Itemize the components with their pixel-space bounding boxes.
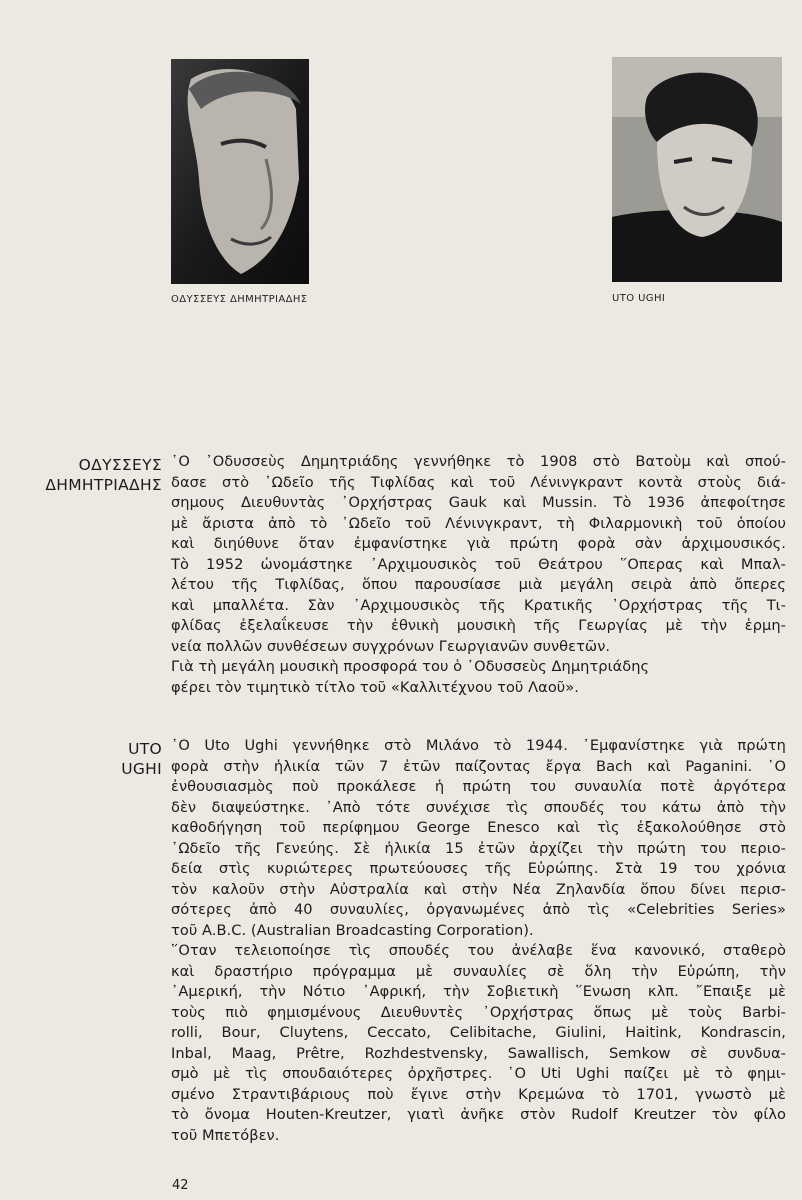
text-line: σημους Διευθυντὰς ᾿Ορχήστρας Gauk καὶ Mussin. Τὸ 1936 ἀπεφοίτησε [171, 494, 786, 511]
bio-name-line: UGHI [121, 760, 162, 778]
text-line: ἐνθουσιασμὸς ποὺ προκάλεσε ἡ πρώτη του συναυλία ποτὲ ἀργότερα [171, 778, 786, 795]
text-line: νεία πολλῶν συνθέσεων συγχρόνων Γεωργιανῶν συνθετῶν. [171, 637, 611, 655]
text-line: σμένο Στραντιβάριους ποὺ ἔγινε στὴν Κρεμώνα τὸ 1701, γνωστὸ μὲ [171, 1085, 786, 1103]
text-line: δασε στὸ ᾿Ωδεῖο τῆς Τιφλίδας καὶ τοῦ Λένινγκραντ κοντὰ στοὺς διά- [171, 473, 786, 491]
text-line: Γιὰ τὴ μεγάλη μουσικὴ προσφορά του ὁ ᾿Οδυσσεὺς Δημητριάδης [171, 658, 650, 675]
text-line: τοῦ Μπετόβεν. [171, 1126, 280, 1144]
portrait-photo-dimitriadis [171, 59, 309, 284]
text-line: ᾿Ωδεῖο τῆς Γενεύης. Σὲ ἡλικία 15 ἐτῶν ἀρχίζει τὴν πρώτη του περιο- [171, 839, 786, 857]
text-line: τὸν καλοῦν στὴν Αὐστραλία καὶ στὴν Νέα Ζηλανδία ὅπου δίνει περισ- [171, 880, 786, 898]
photo-caption-right: UTO UGHI [612, 293, 666, 304]
text-line: ῾Ο ᾿Οδυσσεὺς Δημητριάδης γεννήθηκε τὸ 1908 στὸ Βατοὺμ καὶ σπού- [171, 453, 786, 470]
text-line: ᾿Αμερική, τὴν Νότιο ᾿Αφρική, τὴν Σοβιετικὴ ῞Ενωση κλπ. ῎Επαιξε μὲ [171, 983, 786, 1000]
photo-caption-left: ΟΔΥΣΣΕΥΣ ΔΗΜΗΤΡΙΑΔΗΣ [171, 294, 308, 305]
text-line: τοὺς πιὸ φημισμένους Διευθυντὲς ᾿Ορχήστρας ὅπως μὲ τοὺς Barbi- [171, 1003, 786, 1021]
text-line: φλίδας ἐξελαΐκευσε τὴν ἐθνικὴ μουσικὴ τῆς Γεωργίας μὲ τὴν ἑρμη- [171, 617, 786, 634]
text-line: ῾Ο Uto Ughi γεννήθηκε στὸ Μιλάνο τὸ 1944. ᾿Εμφανίστηκε γιὰ πρώτη [171, 737, 786, 754]
text-line: τοῦ A.B.C. (Australian Broadcasting Corporation). [171, 921, 534, 939]
bio-name [45, 455, 162, 495]
bio-name-line: ΟΔΥΣΣΕΥΣ [78, 456, 162, 474]
bio-text [171, 736, 786, 1146]
text-line: καθοδήγηση τοῦ περίφημου George Enesco καὶ τὶς ἐξακολούθησε στὸ [171, 819, 786, 836]
portrait-photo-ughi [612, 57, 782, 282]
text-line: φορὰ στὴν ἡλικία τῶν 7 ἐτῶν παίζοντας ἔργα Bach καὶ Paganini. ῾Ο [171, 757, 786, 775]
text-line: δὲν διαψεύστηκε. ᾿Απὸ τότε συνέχισε τὶς σπουδές του κάτω ἀπὸ τὴν [171, 798, 786, 816]
text-line: Inbal, Maag, Prêtre, Rozhdestvensky, Sawallisch, Semkow σὲ συνδυα- [171, 1044, 786, 1062]
page-number: 42 [172, 1178, 189, 1193]
text-line: Τὸ 1952 ὠνομάστηκε ᾿Αρχιμουσικὸς τοῦ Θεάτρου ῞Οπερας καὶ Μπαλ- [171, 555, 786, 573]
bio-name-line: ΔΗΜΗΤΡΙΑΔΗΣ [45, 476, 162, 494]
text-line: λέτου τῆς Τιφλίδας, ὅπου παρουσίασε μιὰ μεγάλη σειρὰ ἀπὸ ὄπερες [171, 576, 786, 593]
text-line: σότερες ἀπὸ 40 συναυλίες, ὀργανωμένες ἀπὸ τὶς «Celebrities Series» [171, 901, 786, 918]
bio-name [121, 739, 162, 779]
text-line: καὶ μπαλλέτα. Σὰν ᾿Αρχιμουσικὸς τῆς Κρατικῆς ᾿Ορχήστρας τῆς Τι- [171, 596, 786, 614]
bio-text [171, 452, 786, 698]
text-line: τὸ ὄνομα Houten-Kreutzer, γιατὶ ἀνῆκε στὸν Rudolf Kreutzer τὸν φίλο [171, 1106, 786, 1123]
text-line: ῞Οταν τελειοποίησε τὶς σπουδές του ἀνέλαβε ἕνα κανονικό, σταθερὸ [171, 942, 786, 959]
text-line: καὶ διηύθυνε ὅταν ἐμφανίστηκε γιὰ πρώτη φορὰ σὰν ἀρχιμουσικός. [171, 535, 786, 552]
text-line: σμὸ μὲ τὶς σπουδαιότερες ὀρχῆστρες. ῾Ο Uti Ughi παίζει μὲ τὸ φημι- [171, 1065, 786, 1082]
text-line: δεία στὶς κυριώτερες πρωτεύουσες τῆς Εὐρώπης. Στὰ 19 του χρόνια [171, 860, 786, 877]
text-line: rolli, Bour, Cluytens, Ceccato, Celibitache, Giulini, Haitink, Kondrascin, [171, 1024, 786, 1041]
text-line: μὲ ἄριστα ἀπὸ τὸ ᾿Ωδεῖο τοῦ Λένινγκραντ, τὴ Φιλαρμονικὴ τοῦ ὁποίου [171, 514, 786, 532]
text-line: φέρει τὸν τιμητικὸ τίτλο τοῦ «Καλλιτέχνου τοῦ Λαοῦ». [171, 678, 579, 696]
text-line: καὶ δραστήριο πρόγραμμα μὲ συναυλίες σὲ ὅλη τὴν Εὐρώπη, τὴν [171, 962, 786, 980]
bio-name-line: UTO [128, 740, 162, 758]
